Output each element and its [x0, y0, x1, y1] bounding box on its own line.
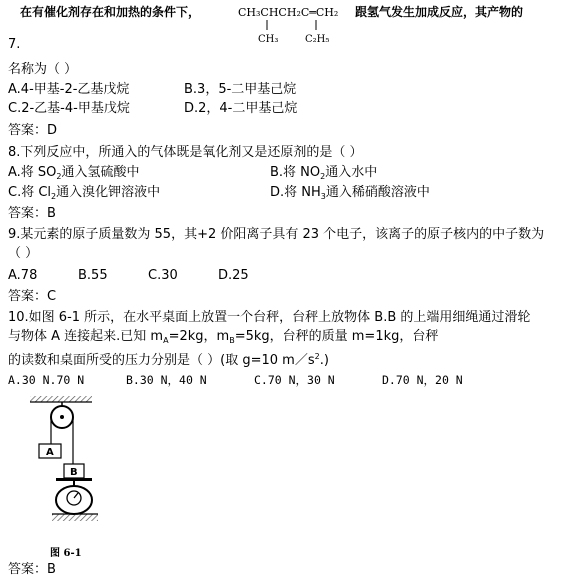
- block-b-label: B: [70, 467, 78, 478]
- q7-opt-b: B.3，5-二甲基己烷: [184, 82, 297, 97]
- q9-answer: 答案：C: [8, 289, 57, 304]
- q7-stem-suffix: 跟氢气发生加成反应，其产物的: [355, 5, 524, 19]
- q9-opt-d: D.25: [218, 268, 249, 283]
- q7-opt-d: D.2，4-二甲基己烷: [184, 101, 298, 116]
- q9-stem: 9.某元素的原子质量数为 55，其+2 价阳离子具有 23 个电子，该离子的原子核内的中子数为: [8, 227, 545, 242]
- figure-6-1: [22, 392, 112, 562]
- q7-number: 7.: [8, 37, 21, 52]
- q10-line3: 的读数和桌面所受的压力分别是（ ）(取 g=10 $m/s^2$.): [8, 352, 329, 368]
- q8-opt-d: D.将 $NH_3$通入稀硝酸溶液中: [270, 185, 430, 201]
- q9-paren: （ ）: [8, 246, 39, 261]
- scale-platform: [56, 478, 92, 481]
- block-a-label: A: [46, 447, 54, 458]
- q7-answer: 答案：D: [8, 123, 58, 138]
- table: [52, 514, 98, 521]
- ceiling: [30, 396, 92, 402]
- q8-answer: 答案：B: [8, 206, 56, 221]
- q7-formula-main: CH₃CHCH₂C═CH₂: [238, 6, 339, 19]
- q10-line2: 与物体 A 连接起来.已知 $m_A=2kg$，$m_B=5kg$，台秤的质量 m=1kg，台秤: [8, 329, 439, 345]
- q7-opt-c: C.2-乙基-4-甲基戊烷: [8, 101, 130, 116]
- q8-opt-c: C.将 $Cl_2$通入溴化钾溶液中: [8, 185, 161, 201]
- q7-opt-a: A.4-甲基-2-乙基戊烷: [8, 82, 130, 97]
- q7-stem-image: [0, 0, 574, 50]
- figure-caption: 图 6-1: [50, 548, 82, 559]
- q7-ask: 名称为（ ）: [8, 62, 78, 77]
- q10-opt-b: B.30 N，40 N: [126, 373, 207, 387]
- q7-sub-right: C₂H₅: [305, 34, 330, 45]
- q10-answer: 答案：B: [8, 562, 56, 577]
- q10-opt-c: C.70 N，30 N: [254, 373, 335, 387]
- q7-sub-left: CH₃: [258, 34, 279, 45]
- q7-stem-prefix: 在有催化剂存在和加热的条件下，: [20, 5, 201, 19]
- q10-line1: 10.如图 6-1 所示，在水平桌面上放置一个台秤，台秤上放物体 B.B 的上端用细绳通过滑轮: [8, 310, 531, 325]
- q10-opt-d: D.70 N，20 N: [382, 373, 463, 387]
- q8-opt-a: A.将 $SO_2$通入氢硫酸中: [8, 165, 140, 181]
- q9-opt-b: B.55: [78, 268, 108, 283]
- q8-opt-b: B.将 $NO_2$通入水中: [270, 165, 378, 181]
- q9-opt-a: A.78: [8, 268, 38, 283]
- q8-stem: 8.下列反应中，所通入的气体既是氧化剂又是还原剂的是（ ）: [8, 145, 363, 160]
- q10-opt-a: A.30 N.70 N: [8, 373, 85, 387]
- q9-opt-c: C.30: [148, 268, 178, 283]
